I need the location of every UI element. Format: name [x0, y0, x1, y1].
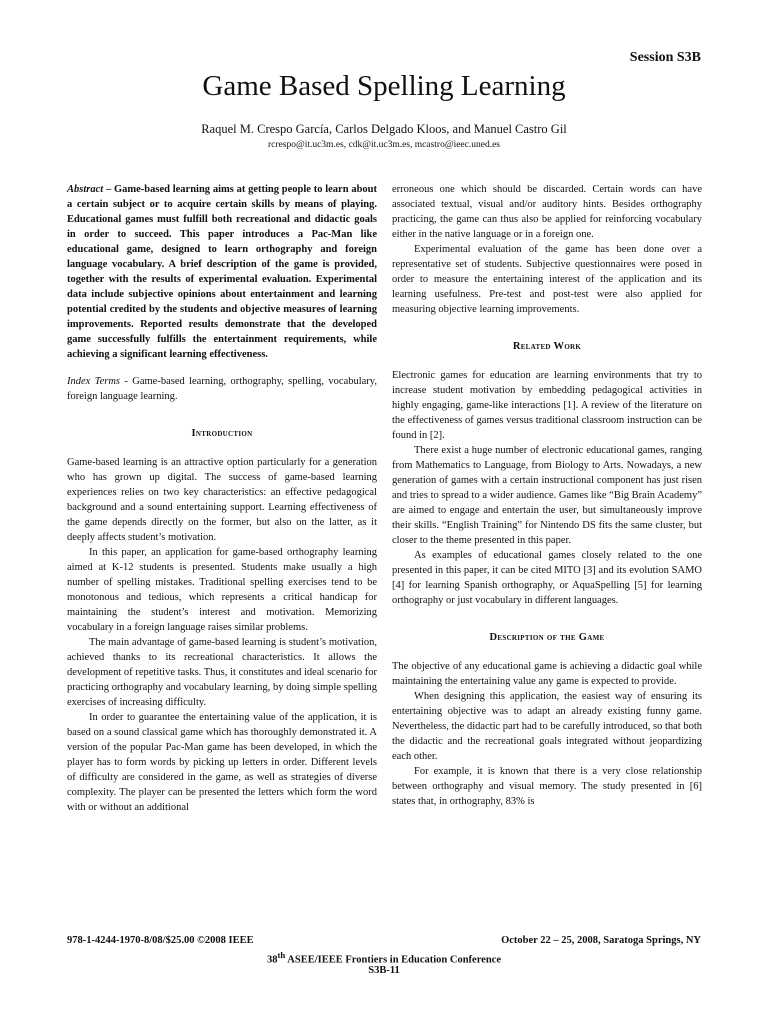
intro-paragraph-4: In order to guarantee the entertaining value of the application, it is based on a sound classical game which has thoroughly demonstrated it. A version of the popular Pac-Man game has been developed, in which the player has to form words by picking up letters in order. Different levels of difficulty are considered in the game, as well as strategies of diverse complexity. The player can be presented the letters which form the word with or without an additional [67, 712, 377, 813]
related-paragraph-3: As examples of educational games closely related to the one presented in this paper, it can be cited MITO [3] and its evolution SAMO [4] for learning Spanish orthography, or AquaSpelling [5] for learning orthography or just vocabulary in different languages. [392, 550, 702, 606]
index-terms [67, 374, 377, 404]
abstract-text: – Game-based learning aims at getting people to learn about a certain subject or to acquire certain skills by means of playing. Educational games must fulfill both recreational and didactic goals in order to succeed. This paper introduces a Pac-Man like educational game, designed to learn orthography and foreign language vocabulary. A brief description of the game is provided, together with the results of experimental evaluation. Experimental data include subjective opinions about entertainment and learning potential credited by the students and objective measures of learning improvements. Reported results demonstrate that the developed game successfully fulfills the entertainment requirements, while achieving a significant learning effectiveness. [67, 184, 377, 360]
evaluation-paragraph: Experimental evaluation of the game has been done over a representative set of students. Subjective questionnaires were posed in order to measure the entertaining interest of the application and its learning usefulness. Pre-test and post-test were also applied for measuring objective learning improvements. [392, 244, 702, 315]
introduction-heading: Introduction [191, 428, 253, 439]
intro-paragraph-3: The main advantage of game-based learning is student’s motivation, achieved thanks to its recreational characteristics. It allows the development of repetitive tasks. Thus, it constitutes and ideal scenario for practicing orthography and vocabulary learning, by doing simple spelling exercises of increasing difficulty. [67, 637, 377, 708]
footer-date-place: October 22 – 25, 2008, Saratoga Springs, NY [501, 935, 701, 946]
conf-name: ASEE/IEEE Frontiers in Education Conference [285, 954, 502, 966]
description-paragraph-3: For example, it is known that there is a very close relationship between orthography and visual memory. The study presented in [6] states that, in orthography, 83% is [392, 766, 702, 807]
footer-row [67, 935, 701, 946]
index-terms-label: Index Terms [67, 376, 120, 387]
conf-ordinal-suffix: th [277, 950, 286, 960]
author-list: Raquel M. Crespo García, Carlos Delgado Kloos, and Manuel Castro Gil [201, 122, 567, 136]
abstract [67, 182, 377, 362]
related-paragraph-2: There exist a huge number of electronic educational games, ranging from Mathematics to Language, from Biology to Arts. Nowadays, a new generation of games with a certain instructional component has just risen and tries to spread to a wider audience. Games like “Big Brain Academy” are aimed to engage and entertain the user, but simultaneously improve their skills. “English Training” for Nintendo DS fits the same cluster, but closer to the theme presented in this paper. [392, 445, 702, 546]
description-paragraph-2: When designing this application, the easiest way of ensuring its entertaining objective was to adapt an already existing funny game. Nevertheless, the didactic part had to be carefully introduced, so that both the didactic and the recreational goals integrated without jeopardizing each other. [392, 691, 702, 762]
description-paragraph-1: The objective of any educational game is achieving a didactic goal while maintaining the entertaining value any game is expected to provide. [392, 661, 702, 687]
related-work-heading: Related Work [512, 341, 582, 352]
page-number: S3B-11 [368, 965, 400, 976]
footer-conference [67, 950, 701, 966]
related-paragraph-1: Electronic games for education are learning environments that try to increase student motivation by embedding pedagogical activities in highly engaging, game-like interactions [1]. A review of the literature on the effectiveness of games versus traditional classroom instruction can be found in [2]. [392, 370, 702, 441]
session-label: Session S3B [629, 50, 701, 65]
right-column [392, 182, 702, 809]
footer-isbn: 978-1-4244-1970-8/08/$25.00 ©2008 IEEE [67, 935, 254, 946]
description-heading: Description of the Game [489, 632, 605, 643]
index-terms-text: - Game-based learning, orthography, spelling, vocabulary, foreign language learning. [67, 376, 377, 402]
conf-ordinal: 38 [266, 954, 278, 966]
author-emails: rcrespo@it.uc3m.es, cdk@it.uc3m.es, mcastro@ieec.uned.es [267, 140, 500, 150]
paper-title: Game Based Spelling Learning [202, 70, 566, 102]
abstract-label: Abstract [67, 184, 104, 195]
intro-paragraph-1: Game-based learning is an attractive option particularly for a generation who has grown up digital. The success of game-based learning experiences relies on two key characteristics: an effective pedagogical background and a sound entertaining support. Learning effectiveness of the game depends directly on the former, but also on the latter, as it deeply affects student’s motivation. [67, 457, 377, 543]
left-column [67, 182, 377, 815]
intro-paragraph-2: In this paper, an application for game-based orthography learning aimed at K-12 students is presented. Students make usually a high number of spelling mistakes. Traditional spelling exercises tend to be monotonous and tedious, which represents a critical handicap for maintaining the student’s interest and motivation. Memorizing vocabulary in a foreign language raises similar problems. [67, 547, 377, 633]
continued-paragraph: erroneous one which should be discarded. Certain words can have associated textual, visual and/or auditory hints. Besides orthography practicing, the game can thus also be applied for reinforcing vocabulary either in the native language or in a foreign one. [392, 184, 702, 240]
